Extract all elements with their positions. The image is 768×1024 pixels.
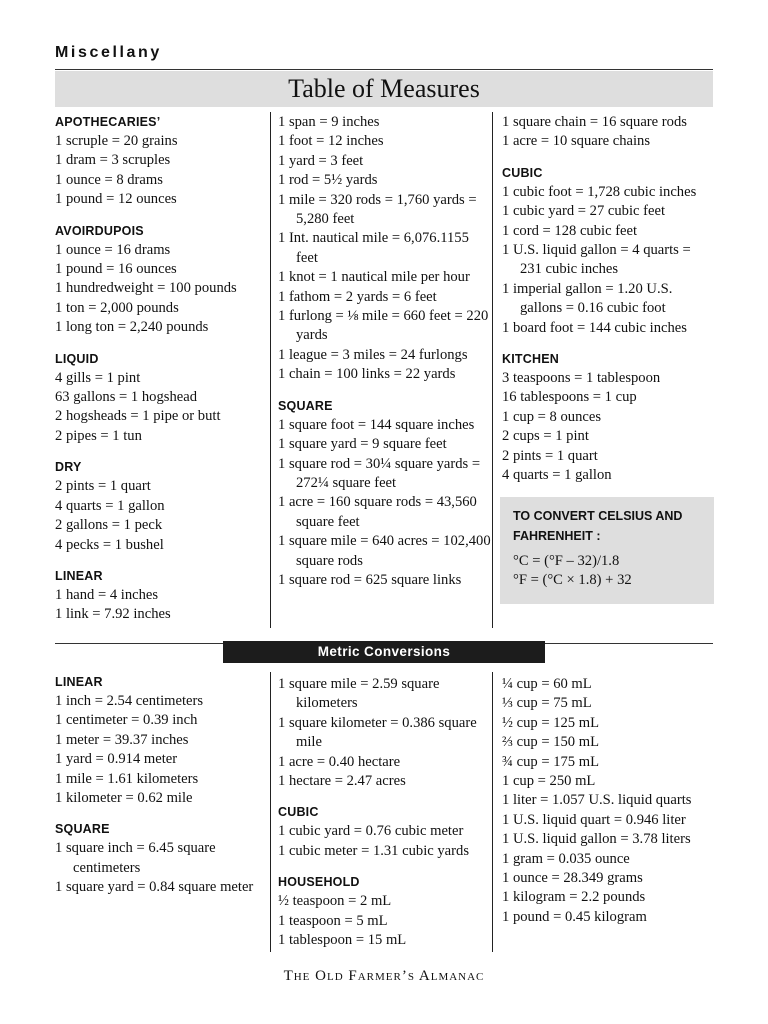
measure-line: 1 foot = 12 inches xyxy=(278,133,384,150)
measures-column-3 xyxy=(502,113,716,604)
column-divider xyxy=(270,112,271,628)
measure-line: 2 hogsheads = 1 pipe or butt xyxy=(55,408,221,425)
measure-line: 1 mile = 320 rods = 1,760 yards = 5,280 feet xyxy=(278,191,477,228)
section-heading: LINEAR xyxy=(55,568,103,583)
metric-column-2 xyxy=(278,675,492,950)
measure-line: 1 square yard = 9 square feet xyxy=(278,436,447,453)
section-heading: LIQUID xyxy=(55,351,99,366)
measure-line: 2 pints = 1 quart xyxy=(502,447,598,464)
footer-text: The Old Farmer’s Almanac xyxy=(283,968,485,984)
page-title: Table of Measures xyxy=(55,71,713,107)
section-heading: KITCHEN xyxy=(502,352,559,367)
measure-line: 1 kilogram = 2.2 pounds xyxy=(502,889,646,906)
metric-column-3 xyxy=(502,675,716,927)
title-rule xyxy=(55,69,713,70)
measure-line: 1 ton = 2,000 pounds xyxy=(55,299,179,316)
measure-line: 1 league = 3 miles = 24 furlongs xyxy=(278,346,468,363)
measure-line: 1 knot = 1 nautical mile per hour xyxy=(278,269,470,286)
section-heading: APOTHECARIES’ xyxy=(55,115,161,129)
measure-line: 1 furlong = ⅛ mile = 660 feet = 220 yards xyxy=(278,308,489,344)
measure-line: 1 gram = 0.035 ounce xyxy=(502,850,630,867)
conversion-formula: °C = (°F – 32)/1.8 xyxy=(513,552,620,569)
measure-line: 1 liter = 1.057 U.S. liquid quarts xyxy=(502,792,692,809)
section-heading: SQUARE xyxy=(55,822,110,837)
measure-line: 1 mile = 1.61 kilometers xyxy=(55,770,199,787)
measure-line: 1 kilometer = 0.62 mile xyxy=(55,790,193,807)
measure-line: 1 yard = 0.914 meter xyxy=(55,751,178,768)
section-heading: CUBIC xyxy=(278,805,319,820)
measure-line: 1 span = 9 inches xyxy=(278,114,380,130)
section-heading: AVOIRDUPOIS xyxy=(55,223,144,238)
measure-line: 3 teaspoons = 1 tablespoon xyxy=(502,370,661,387)
measure-line: 1 square kilometer = 0.386 square mile xyxy=(278,714,477,751)
conversion-formula: °F = (°C × 1.8) + 32 xyxy=(513,571,632,588)
measure-line: 1 acre = 160 square rods = 43,560 square feet xyxy=(278,494,477,530)
measure-line: 1 long ton = 2,240 pounds xyxy=(55,319,209,336)
measure-line: 1 acre = 0.40 hectare xyxy=(278,753,401,770)
measure-line: 1 cubic meter = 1.31 cubic yards xyxy=(278,842,469,859)
section-heading: LINEAR xyxy=(55,675,103,689)
measure-line: 1 U.S. liquid gallon = 3.78 liters xyxy=(502,831,691,848)
measure-line: 1 cup = 8 ounces xyxy=(502,408,602,425)
temperature-conversion-box xyxy=(500,497,714,605)
measure-line: 1 cubic yard = 27 cubic feet xyxy=(502,203,666,220)
measure-line: ½ teaspoon = 2 mL xyxy=(278,893,392,910)
section-heading: SQUARE xyxy=(278,398,333,413)
measure-line: ⅓ cup = 75 mL xyxy=(502,695,592,712)
measure-line: 1 link = 7.92 inches xyxy=(55,606,171,623)
measure-line: 1 centimeter = 0.39 inch xyxy=(55,712,198,729)
measure-line: 1 teaspoon = 5 mL xyxy=(278,912,388,929)
section-heading: DRY xyxy=(55,460,82,475)
measure-line: 1 rod = 5½ yards xyxy=(278,172,378,189)
footer-title xyxy=(0,968,768,985)
conversion-title: TO CONVERT CELSIUS AND FAHRENHEIT : xyxy=(513,508,683,543)
measure-line: 1 square rod = 625 square links xyxy=(278,571,462,588)
measure-line: ¾ cup = 175 mL xyxy=(502,753,599,770)
measure-line: 1 square chain = 16 square rods xyxy=(502,114,687,130)
measure-line: 1 square foot = 144 square inches xyxy=(278,416,475,433)
column-divider xyxy=(270,672,271,952)
measure-line: 2 gallons = 1 peck xyxy=(55,517,163,534)
measure-line: 1 yard = 3 feet xyxy=(278,152,364,169)
measure-line: 2 cups = 1 pint xyxy=(502,428,589,445)
measure-line: 1 imperial gallon = 1.20 U.S. gallons = 0.16 cubic foot xyxy=(502,280,673,317)
measure-line: 1 pound = 12 ounces xyxy=(55,191,177,208)
measure-line: ½ cup = 125 mL xyxy=(502,714,599,731)
measure-line: 1 inch = 2.54 centimeters xyxy=(55,693,204,709)
measure-line: 1 ounce = 8 drams xyxy=(55,171,163,188)
measure-line: 1 chain = 100 links = 22 yards xyxy=(278,366,456,383)
measure-line: 4 pecks = 1 bushel xyxy=(55,536,164,553)
measure-line: 1 meter = 39.37 inches xyxy=(55,731,189,748)
measure-line: 63 gallons = 1 hogshead xyxy=(55,389,197,406)
measure-line: 1 cup = 250 mL xyxy=(502,773,596,790)
measure-line: ¼ cup = 60 mL xyxy=(502,676,592,692)
measure-line: 1 tablespoon = 15 mL xyxy=(278,932,407,949)
measure-line: 1 cubic yard = 0.76 cubic meter xyxy=(278,823,464,840)
measure-line: 4 quarts = 1 gallon xyxy=(55,497,165,514)
measure-line: 1 dram = 3 scruples xyxy=(55,152,171,169)
measure-line: 1 pound = 16 ounces xyxy=(55,261,177,278)
measure-line: 1 hundredweight = 100 pounds xyxy=(55,280,237,297)
measure-line: 1 acre = 10 square chains xyxy=(502,133,651,150)
measure-line: 1 board foot = 144 cubic inches xyxy=(502,319,687,336)
section-heading: CUBIC xyxy=(502,165,543,180)
measure-line: 4 quarts = 1 gallon xyxy=(502,467,612,484)
measure-line: 1 hectare = 2.47 acres xyxy=(278,773,406,790)
column-divider xyxy=(492,672,493,952)
measure-line: 1 ounce = 28.349 grams xyxy=(502,870,643,887)
measure-line: 2 pipes = 1 tun xyxy=(55,427,142,444)
measure-line: 1 U.S. liquid gallon = 4 quarts = 231 cubic inches xyxy=(502,242,691,278)
metric-column-1 xyxy=(55,673,271,898)
measure-line: 1 square yard = 0.84 square meter xyxy=(55,879,254,896)
measures-column-2 xyxy=(278,113,492,590)
measure-line: 1 square mile = 2.59 square kilometers xyxy=(278,676,440,712)
measure-line: 1 ounce = 16 drams xyxy=(55,241,171,258)
measure-line: 1 hand = 4 inches xyxy=(55,586,159,603)
measure-line: 1 Int. nautical mile = 6,076.1155 feet xyxy=(278,230,469,266)
measure-line: 1 square inch = 6.45 square centimeters xyxy=(55,840,216,876)
measure-line: 16 tablespoons = 1 cup xyxy=(502,389,637,406)
measure-line: 1 scruple = 20 grains xyxy=(55,133,178,149)
metric-conversions-title: Metric Conversions xyxy=(223,641,545,663)
measure-line: 1 square rod = 30¼ square yards = 272¼ square feet xyxy=(278,455,481,491)
measure-line: 4 gills = 1 pint xyxy=(55,369,141,386)
column-divider xyxy=(492,112,493,628)
measure-line: 1 U.S. liquid quart = 0.946 liter xyxy=(502,811,686,828)
measure-line: 1 cord = 128 cubic feet xyxy=(502,222,638,239)
measure-line: 1 fathom = 2 yards = 6 feet xyxy=(278,288,437,305)
measure-line: 2 pints = 1 quart xyxy=(55,478,151,495)
measure-line: 1 cubic foot = 1,728 cubic inches xyxy=(502,183,697,200)
measures-column-1 xyxy=(55,113,271,625)
measure-line: 1 square mile = 640 acres = 102,400 square rods xyxy=(278,533,491,569)
section-label: Miscellany xyxy=(55,44,162,61)
section-heading: HOUSEHOLD xyxy=(278,875,360,890)
measure-line: ⅔ cup = 150 mL xyxy=(502,734,599,751)
measure-line: 1 pound = 0.45 kilogram xyxy=(502,908,647,925)
